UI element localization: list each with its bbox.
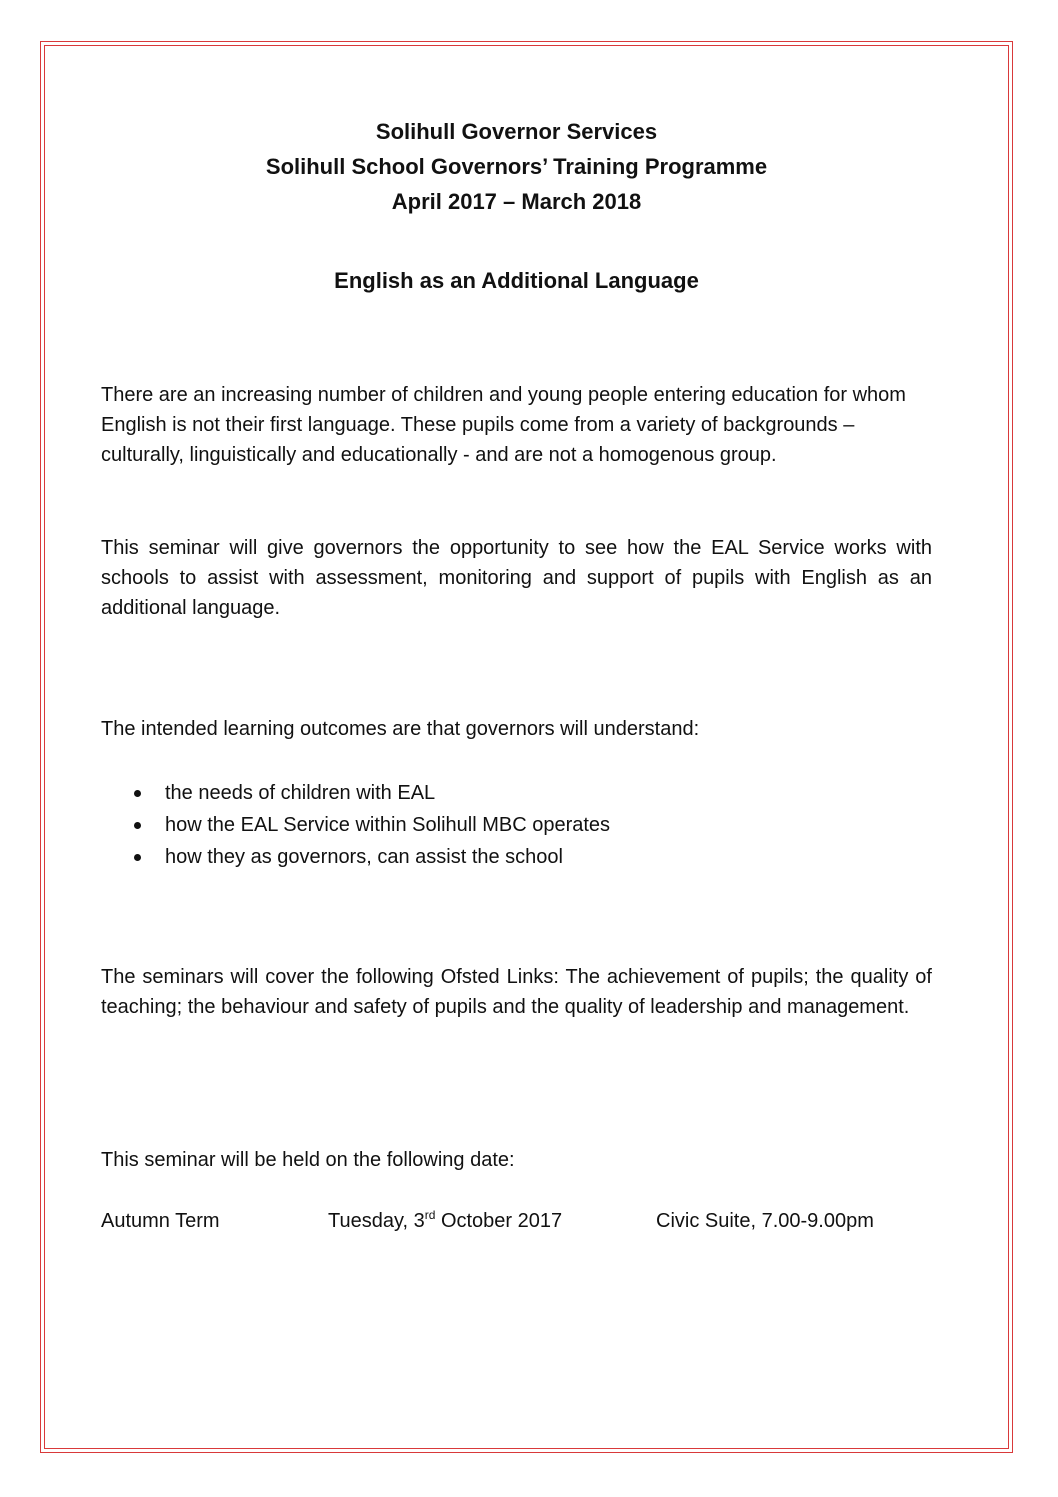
period-heading: April 2017 – March 2018	[391, 189, 642, 214]
bullet-icon	[134, 822, 141, 829]
list-item	[101, 809, 932, 841]
programme-heading: Solihull School Governors’ Training Programme	[265, 154, 768, 179]
session-date-day: Tuesday, 3	[328, 1210, 425, 1232]
ofsted-paragraph: The seminars will cover the following Ofsted Links: The achievement of pupils; the quality of teaching; the behaviour and safety of pupils and the quality of leadership and management.	[101, 966, 932, 1018]
list-item	[101, 777, 932, 809]
list-item	[101, 841, 932, 873]
session-term: Autumn Term	[101, 1210, 220, 1232]
organisation-heading: Solihull Governor Services	[375, 119, 658, 144]
outcomes-intro: The intended learning outcomes are that governors will understand:	[101, 718, 700, 740]
outcome-text: the needs of children with EAL	[165, 782, 436, 804]
session-date-ordinal: rd	[424, 1208, 436, 1222]
outcome-text: how the EAL Service within Solihull MBC operates	[165, 814, 611, 836]
session-venue: Civic Suite, 7.00-9.00pm	[656, 1210, 874, 1232]
outcomes-list	[101, 777, 932, 873]
bullet-icon	[134, 854, 141, 861]
seminar-paragraph: This seminar will give governors the opportunity to see how the EAL Service works with schools to assist with assessment, monitoring and support of pupils with English as an additional language.	[101, 537, 932, 619]
course-title: English as an Additional Language	[334, 268, 699, 293]
intro-paragraph: There are an increasing number of children and young people entering education for whom English is not their first language. These pupils come from a variety of backgrounds – culturally, linguistically and educationally - and are not a homogenous group.	[101, 384, 906, 466]
date-intro: This seminar will be held on the following date:	[101, 1149, 515, 1171]
bullet-icon	[134, 790, 141, 797]
page-border-inner	[44, 45, 1009, 1449]
session-date-month: October 2017	[435, 1210, 563, 1232]
session-date	[328, 1206, 562, 1236]
outcome-text: how they as governors, can assist the school	[165, 846, 563, 868]
